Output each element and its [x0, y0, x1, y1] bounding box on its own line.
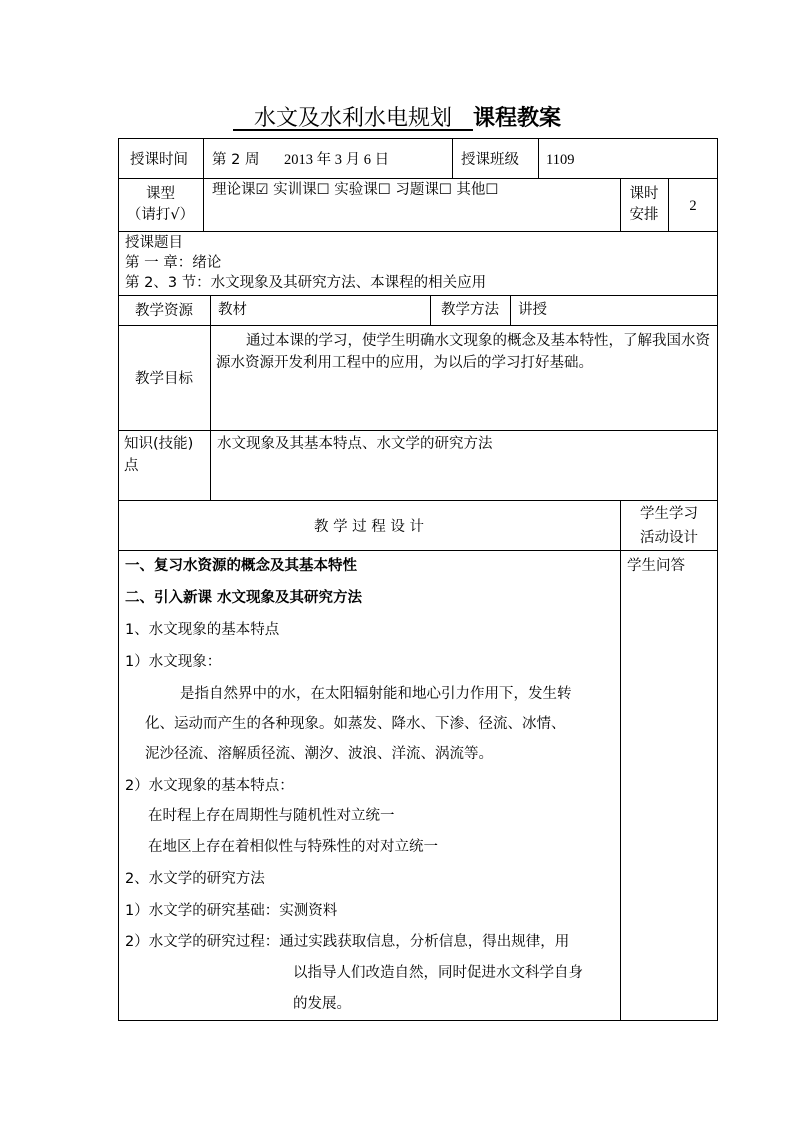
course-type-options: 理论课☑ 实训课☐ 实验课☐ 习题课☐ 其他☐ — [212, 182, 499, 198]
objective-label: 教学目标 — [135, 371, 193, 387]
definition-line-1: 是指自然界中的水，在太阳辐射能和地心引力作用下，发生转 — [180, 686, 572, 702]
course-type-label: 课型 — [146, 186, 175, 202]
class-value: 1109 — [546, 152, 575, 168]
topic-chapter: 第 一 章：绪论 — [125, 255, 222, 271]
teaching-time-label: 授课时间 — [130, 152, 188, 168]
feature-region: 在地区上存在着相似性与特殊性的对对立统一 — [148, 839, 438, 855]
student-activity-header-2: 活动设计 — [640, 530, 698, 546]
method-value: 讲授 — [518, 302, 547, 318]
row-divider — [118, 550, 718, 551]
process-header: 教 学 过 程 设 计 — [313, 519, 425, 535]
document-title — [0, 104, 794, 133]
research-process-line-3: 的发展。 — [293, 996, 351, 1012]
col-divider — [620, 500, 621, 1021]
col-divider — [538, 138, 539, 178]
title-suffix: 课程教案 — [472, 105, 561, 131]
knowledge-text: 水文现象及其基本特点、水文学的研究方法 — [217, 436, 493, 452]
heading-review: 一、复习水资源的概念及其基本特性 — [125, 558, 357, 574]
teaching-date: 2013 年 3 月 6 日 — [284, 152, 390, 168]
course-type-hint: （请打√） — [126, 207, 195, 223]
row-divider — [118, 500, 718, 501]
definition-line-3: 泥沙径流、溶解质径流、潮汐、波浪、洋流、涡流等。 — [145, 746, 493, 762]
col-divider — [203, 178, 204, 231]
heading-new-lesson: 二、引入新课 水文现象及其研究方法 — [125, 590, 363, 606]
row-divider — [118, 178, 718, 179]
course-name: 水文及水利水电规划 — [253, 106, 452, 131]
resources-value: 教材 — [218, 302, 247, 318]
subheading-features: 1、水文现象的基本特点 — [125, 622, 280, 638]
method-label: 教学方法 — [441, 302, 499, 318]
topic-section: 第 2、3 节：水文现象及其研究方法、本课程的相关应用 — [125, 275, 487, 291]
class-label: 授课班级 — [461, 152, 519, 168]
class-hours-label-2: 安排 — [629, 207, 659, 223]
student-activity: 学生问答 — [627, 558, 685, 574]
item-phenomenon: 1）水文现象： — [125, 654, 222, 670]
col-divider — [210, 295, 211, 500]
class-hours-label: 课时 — [629, 186, 659, 202]
class-hours-value: 2 — [689, 198, 697, 214]
feature-time: 在时程上存在周期性与随机性对立统一 — [148, 808, 395, 824]
row-divider — [118, 295, 718, 296]
col-divider — [452, 138, 453, 178]
research-process-line-2: 以指导人们改造自然，同时促进水文科学自身 — [293, 965, 583, 981]
subheading-methods: 2、水文学的研究方法 — [125, 871, 265, 887]
objective-text: 通过本课的学习，使学生明确水文现象的概念及基本特性，了解我国水资源水资源开发利用工程中的应用，为以后的学习打好基础。 — [216, 333, 710, 371]
resources-label: 教学资源 — [135, 303, 193, 319]
teaching-week: 第 2 周 — [212, 152, 260, 168]
knowledge-label-2: 点 — [124, 458, 139, 474]
student-activity-header: 学生学习 — [640, 506, 698, 522]
col-divider — [203, 138, 204, 178]
item-research-basis: 1）水文学的研究基础：实测资料 — [125, 903, 338, 919]
col-divider — [510, 295, 511, 325]
topic-label: 授课题目 — [125, 235, 183, 251]
item-research-process: 2）水文学的研究过程：通过实践获取信息，分析信息，得出规律，用 — [125, 934, 570, 950]
row-divider — [118, 430, 718, 431]
row-divider — [118, 325, 718, 326]
knowledge-label: 知识(技能) — [124, 436, 194, 452]
definition-line-2: 化、运动而产生的各种现象。如蒸发、降水、下渗、径流、冰情、 — [145, 716, 566, 732]
row-divider — [118, 231, 718, 232]
item-basic-features: 2）水文现象的基本特点： — [125, 778, 294, 794]
